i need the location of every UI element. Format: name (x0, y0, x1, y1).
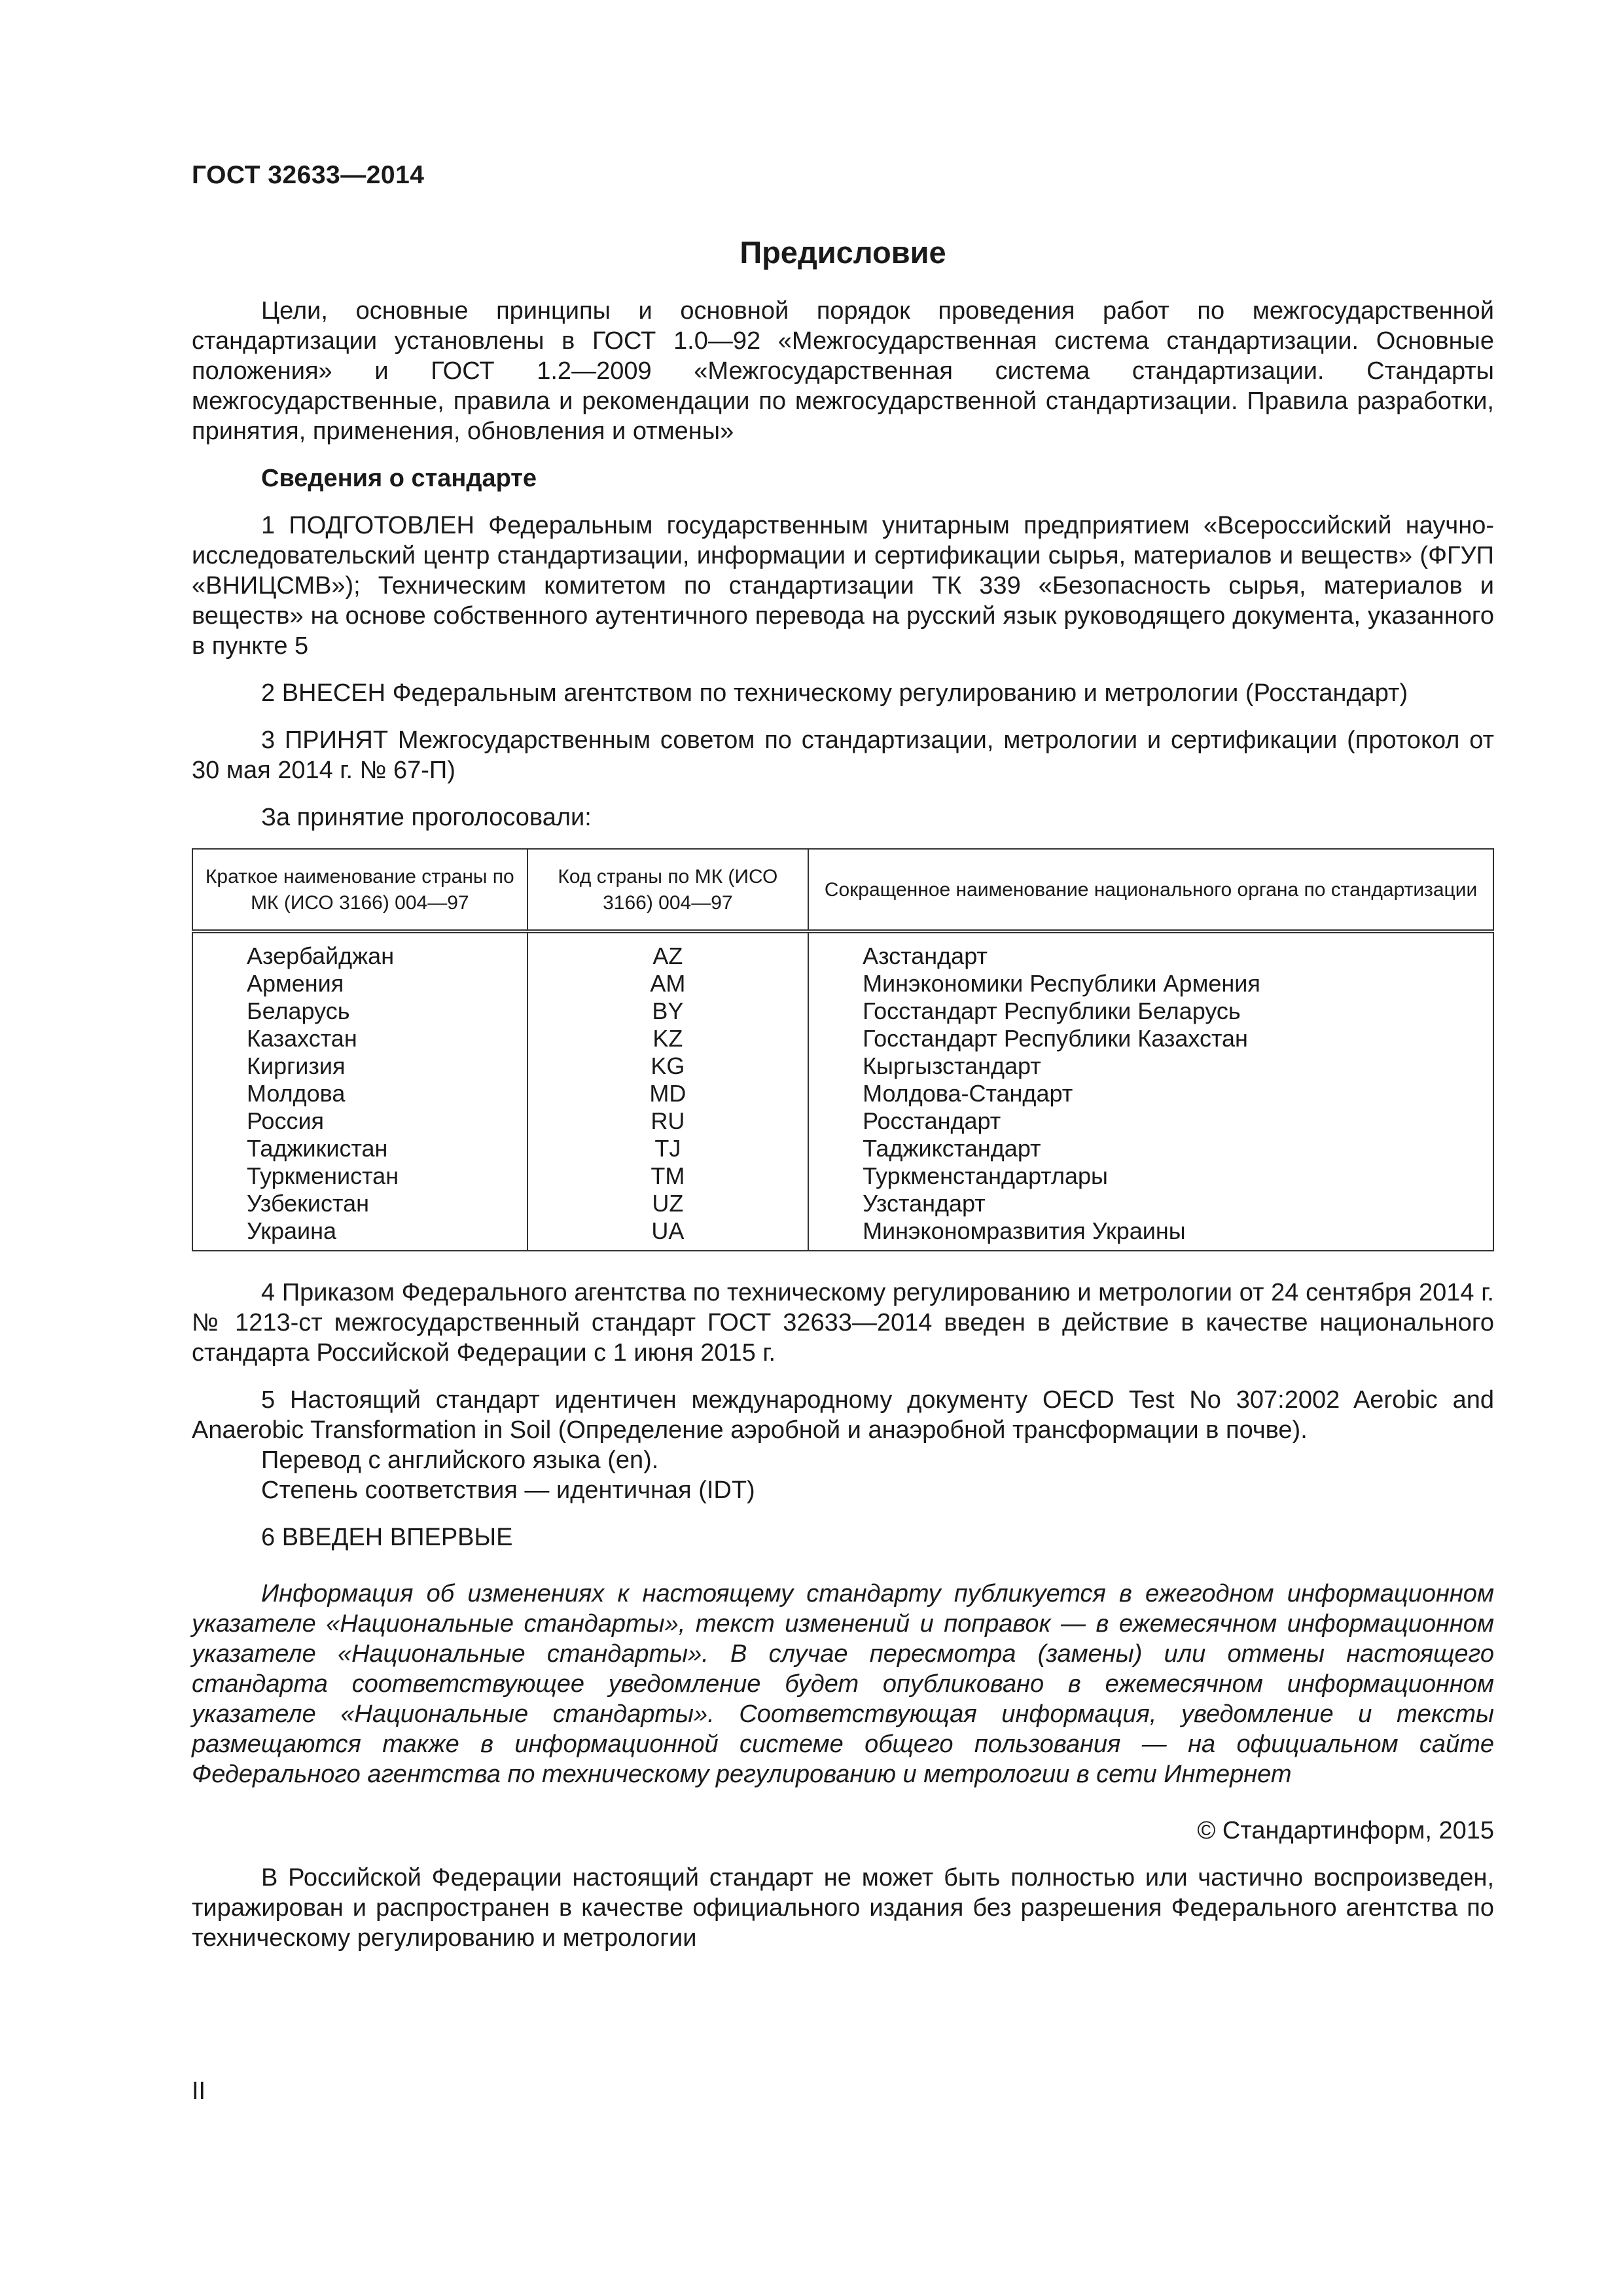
table-row (192, 1162, 1493, 1190)
standards-body: Таджикстандарт (808, 1135, 1493, 1162)
country-code: MD (527, 1080, 808, 1107)
table-row (192, 1190, 1493, 1217)
table-row (192, 1135, 1493, 1162)
standards-body: Госстандарт Республики Беларусь (808, 997, 1493, 1025)
table-row (192, 997, 1493, 1025)
table-row (192, 931, 1493, 970)
conformity-degree: Степень соответствия — идентичная (IDT) (261, 1477, 755, 1504)
country-code: UA (527, 1217, 808, 1251)
translation-note: Перевод с английского языка (en). (261, 1446, 659, 1474)
country-name: Узбекистан (192, 1190, 527, 1217)
table-row (192, 1025, 1493, 1052)
country-code: KG (527, 1052, 808, 1080)
item-6-paragraph: 6 ВВЕДЕН ВПЕРВЫЕ (261, 1524, 513, 1551)
item-5-paragraph: 5 Настоящий стандарт идентичен международному документу OECD Test No 307:2002 Aerobic and Anaerobic Transformation in Soil (Определение аэробной и анаэробной трансформации в почве). (192, 1386, 1494, 1444)
country-name: Таджикистан (192, 1135, 527, 1162)
intro-paragraph: Цели, основные принципы и основной порядок проведения работ по межгосударственной стандартизации установлены в ГОСТ 1.0—92 «Межгосударственная система стандартизации. Основные положения» и ГОСТ 1.2—2009 «Межгосударственная система стандартизации. Стандарты межгосударственные, правила и рекомендации по межгосударственной стандартизации. Правила разработки, принятия, применения, обновления и отмены» (192, 297, 1494, 445)
table-header-code: Код страны по МК (ИСО 3166) 004—97 (527, 849, 808, 931)
standards-body: Туркменстандартлары (808, 1162, 1493, 1190)
document-id: ГОСТ 32633—2014 (192, 161, 425, 189)
country-name: Молдова (192, 1080, 527, 1107)
country-code: RU (527, 1107, 808, 1135)
country-code: BY (527, 997, 808, 1025)
votes-table (192, 848, 1494, 1251)
country-name: Киргизия (192, 1052, 527, 1080)
standards-body: Минэкономики Республики Армения (808, 970, 1493, 997)
standards-body: Минэкономразвития Украины (808, 1217, 1493, 1251)
country-name: Украина (192, 1217, 527, 1251)
table-row (192, 1217, 1493, 1251)
item-4-paragraph: 4 Приказом Федерального агентства по техническому регулированию и метрологии от 24 сентября 2014 г. № 1213-ст межгосударственный стандарт ГОСТ 32633—2014 введен в действие в качестве национального стандарта Российской Федерации с 1 июня 2015 г. (192, 1279, 1494, 1367)
item-1-paragraph: 1 ПОДГОТОВЛЕН Федеральным государственным унитарным предприятием «Всероссийский научно-исследовательский центр стандартизации, информации и сертификации сырья, материалов и веществ» (ФГУП «ВНИЦСМВ»); Техническим комитетом по стандартизации ТК 339 «Безопасность сырья, материалов и веществ» на основе собственного аутентичного перевода на русский язык руководящего документа, указанного в пункте 5 (192, 512, 1494, 660)
standards-body: Узстандарт (808, 1190, 1493, 1217)
country-name: Россия (192, 1107, 527, 1135)
country-name: Беларусь (192, 997, 527, 1025)
country-code: TM (527, 1162, 808, 1190)
country-name: Азербайджан (192, 931, 527, 970)
section-heading: Сведения о стандарте (261, 465, 537, 492)
standards-body: Кыргызстандарт (808, 1052, 1493, 1080)
country-code: TJ (527, 1135, 808, 1162)
table-row (192, 1080, 1493, 1107)
country-name: Туркменистан (192, 1162, 527, 1190)
country-code: AM (527, 970, 808, 997)
page-number: II (192, 2077, 206, 2105)
voted-label: За принятие проголосовали: (261, 804, 592, 831)
country-name: Казахстан (192, 1025, 527, 1052)
standards-body: Азстандарт (808, 931, 1493, 970)
table-row (192, 1052, 1493, 1080)
change-notice: Информация об изменениях к настоящему стандарту публикуется в ежегодном информационном указателе «Национальные стандарты», текст изменений и поправок — в ежемесячном информационном указателе «Национальные стандарты». В случае пересмотра (замены) или отмены настоящего стандарта соответствующее уведомление будет опубликовано в ежемесячном информационном указателе «Национальные стандарты». Соответствующая информация, уведомление и тексты размещаются также в информационной системе общего пользования — на официальном сайте Федерального агентства по техническому регулированию и метрологии в сети Интернет (192, 1580, 1494, 1788)
standards-body: Росстандарт (808, 1107, 1493, 1135)
table-header-row (192, 849, 1493, 931)
country-code: UZ (527, 1190, 808, 1217)
document-body (192, 296, 1494, 1953)
table-header-body: Сокращенное наименование национального органа по стандартизации (808, 849, 1493, 931)
country-name: Армения (192, 970, 527, 997)
table-row (192, 1107, 1493, 1135)
rights-paragraph: В Российской Федерации настоящий стандарт не может быть полностью или частично воспроизведен, тиражирован и распространен в качестве официального издания без разрешения Федерального агентства по техническому регулированию и метрологии (192, 1864, 1494, 1952)
standards-body: Молдова-Стандарт (808, 1080, 1493, 1107)
copyright: © Стандартинформ, 2015 (1197, 1817, 1494, 1844)
item-3-paragraph: 3 ПРИНЯТ Межгосударственным советом по стандартизации, метрологии и сертификации (протокол от 30 мая 2014 г. № 67-П) (192, 726, 1494, 784)
item-2-paragraph: 2 ВНЕСЕН Федеральным агентством по техническому регулированию и метрологии (Росстандарт) (261, 679, 1408, 707)
table-header-country: Краткое наименование страны по МК (ИСО 3166) 004—97 (192, 849, 527, 931)
standards-body: Госстандарт Республики Казахстан (808, 1025, 1493, 1052)
country-code: KZ (527, 1025, 808, 1052)
table-row (192, 970, 1493, 997)
country-code: AZ (527, 931, 808, 970)
page-title: Предисловие (740, 235, 946, 270)
